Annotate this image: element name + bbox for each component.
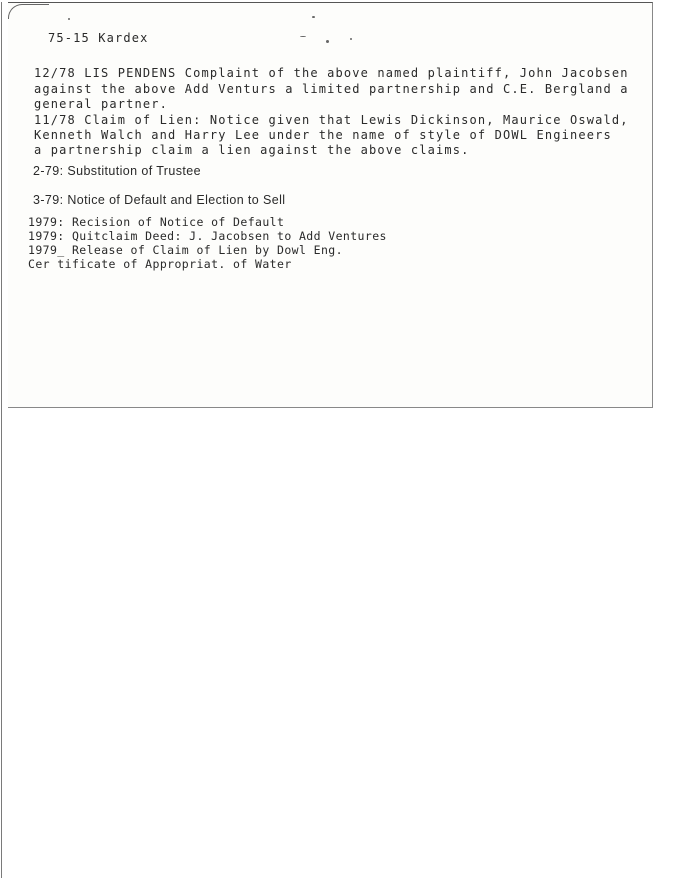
entry-substitution-of-trustee: 2-79: Substitution of Trustee (33, 164, 201, 178)
page-edge (1, 2, 2, 878)
entry-claim-of-lien-3: a partnership claim a lien against the above claims. (34, 143, 470, 157)
entry-lis-pendens-3: general partner. (34, 97, 168, 111)
entry-notice-of-default: 3-79: Notice of Default and Election to Sell (33, 193, 286, 207)
speck (312, 16, 315, 18)
entry-certificate-of-appropriation: Cer tificate of Appropriat. of Water (28, 257, 292, 271)
speck (326, 40, 329, 43)
speck (300, 36, 306, 37)
speck (68, 18, 70, 20)
card-header: 75-15 Kardex (48, 31, 149, 45)
entry-claim-of-lien-2: Kenneth Walch and Harry Lee under the name of style of DOWL Engineers (34, 128, 612, 142)
entry-lis-pendens-1: 12/78 LIS PENDENS Complaint of the above named plaintiff, John Jacobsen (34, 66, 629, 80)
entry-recision: 1979: Recision of Notice of Default (28, 215, 285, 229)
entry-lis-pendens-2: against the above Add Venturs a limited partnership and C.E. Bergland a (34, 82, 629, 96)
speck (350, 38, 352, 40)
entry-quitclaim-deed: 1979: Quitclaim Deed: J. Jacobsen to Add Ventures (28, 229, 387, 243)
entry-claim-of-lien-1: 11/78 Claim of Lien: Notice given that Lewis Dickinson, Maurice Oswald, (34, 113, 629, 127)
entry-release-of-claim: 1979_ Release of Claim of Lien by Dowl Eng. (28, 243, 343, 257)
card-corner (8, 4, 49, 19)
